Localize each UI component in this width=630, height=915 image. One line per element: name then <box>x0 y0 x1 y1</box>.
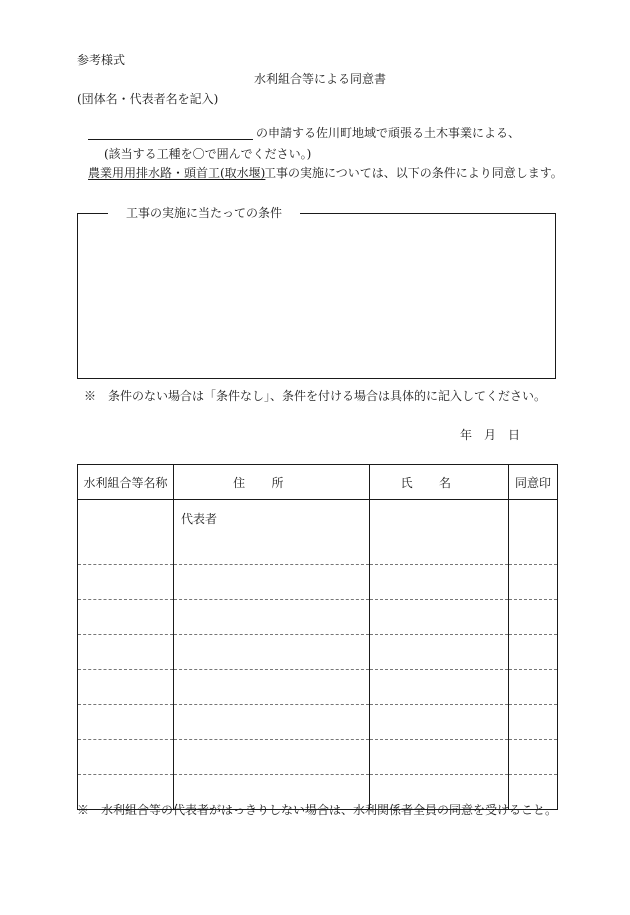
org-name-cell[interactable] <box>78 565 174 600</box>
seal-cell[interactable] <box>509 670 558 705</box>
org-name-cell[interactable] <box>78 740 174 775</box>
representative-label: 代表者 <box>181 512 218 526</box>
table-row <box>78 565 558 600</box>
applicant-text: の申請する佐川町地域で頑張る土木事業による、 <box>256 126 521 140</box>
org-name-cell[interactable] <box>78 705 174 740</box>
seal-cell[interactable] <box>509 500 558 565</box>
header-address: 住所 <box>174 465 370 500</box>
table-row <box>78 500 558 565</box>
name-cell[interactable] <box>370 565 509 600</box>
seal-cell[interactable] <box>509 705 558 740</box>
header-seal: 同意印 <box>509 465 558 500</box>
seal-cell[interactable] <box>509 740 558 775</box>
name-cell[interactable] <box>370 740 509 775</box>
seal-cell[interactable] <box>509 600 558 635</box>
org-name-cell[interactable] <box>78 670 174 705</box>
address-cell[interactable] <box>174 635 370 670</box>
consent-text: 工事の実施については、以下の条件により同意します。 <box>264 166 563 180</box>
name-cell[interactable] <box>370 705 509 740</box>
conditions-box[interactable] <box>77 213 556 379</box>
seal-cell[interactable] <box>509 565 558 600</box>
address-cell[interactable] <box>174 705 370 740</box>
name-cell[interactable] <box>370 500 509 565</box>
form-type-label: 参考様式 <box>77 53 126 67</box>
table-header-row <box>78 465 558 500</box>
applicant-name-field[interactable] <box>88 139 253 140</box>
table-row <box>78 670 558 705</box>
org-name-cell[interactable] <box>78 500 174 565</box>
seal-cell[interactable] <box>509 635 558 670</box>
footer-note: ※ 水利組合等の代表者がはっきりしない場合は、水利関係者全員の同意を受けること。 <box>77 803 558 817</box>
address-cell[interactable] <box>174 670 370 705</box>
org-name-cell[interactable] <box>78 600 174 635</box>
address-cell[interactable] <box>174 600 370 635</box>
table-row <box>78 705 558 740</box>
header-name: 氏名 <box>370 465 509 500</box>
org-name-cell[interactable] <box>78 635 174 670</box>
name-cell[interactable] <box>370 635 509 670</box>
name-cell[interactable] <box>370 600 509 635</box>
work-type-label: 農業用用排水路・頭首工(取水堰) <box>88 166 266 180</box>
table-row <box>78 600 558 635</box>
conditions-legend: 工事の実施に当たっての条件 <box>108 206 300 220</box>
members-table <box>77 464 558 810</box>
header-org-name: 水利組合等名称 <box>78 465 174 500</box>
document-title: 水利組合等による同意書 <box>254 72 387 86</box>
name-cell[interactable] <box>370 670 509 705</box>
enclose-note: (該当する工種を〇で囲んでください。) <box>104 147 312 161</box>
table-row <box>78 740 558 775</box>
table-row <box>78 635 558 670</box>
instruction-text: (団体名・代表者名を記入) <box>77 92 219 106</box>
address-cell[interactable] <box>174 565 370 600</box>
address-cell[interactable] <box>174 500 370 565</box>
date-line: 年 月 日 <box>460 428 521 442</box>
address-cell[interactable] <box>174 740 370 775</box>
conditions-note: ※ 条件のない場合は「条件なし」、条件を付ける場合は具体的に記入してください。 <box>84 389 547 403</box>
